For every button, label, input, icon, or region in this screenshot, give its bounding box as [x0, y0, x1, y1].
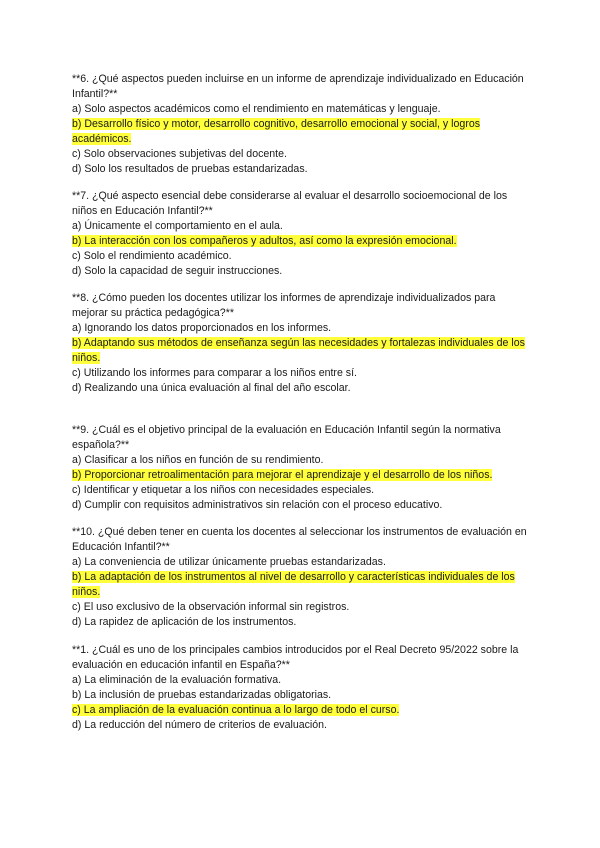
answer-option: d) La rapidez de aplicación de los instrumentos.: [72, 616, 297, 628]
answer-option: a) Ignorando los datos proporcionados en los informes.: [72, 322, 332, 334]
answer-option-correct: b) Proporcionar retroalimentación para mejorar el aprendizaje y el desarrollo de los niños.: [72, 469, 493, 481]
answer-option: a) Únicamente el comportamiento en el aula.: [72, 220, 283, 232]
answer-option-correct: c) La ampliación de la evaluación continua a lo largo de todo el curso.: [72, 704, 400, 716]
answer-option: d) La reducción del número de criterios de evaluación.: [72, 719, 327, 731]
answer-option: a) La eliminación de la evaluación formativa.: [72, 674, 282, 686]
answer-option: d) Solo la capacidad de seguir instrucciones.: [72, 265, 283, 277]
question-prompt: **8. ¿Cómo pueden los docentes utilizar los informes de aprendizaje individualizados para mejorar su práctica pedagógica?**: [72, 292, 496, 319]
question-prompt: **6. ¿Qué aspectos pueden incluirse en un informe de aprendizaje individualizado en Educación Infantil?**: [72, 73, 524, 100]
answer-option: d) Realizando una única evaluación al final del año escolar.: [72, 382, 351, 394]
answer-option: c) El uso exclusivo de la observación informal sin registros.: [72, 601, 350, 613]
answer-option: a) Clasificar a los niños en función de su rendimiento.: [72, 454, 324, 466]
answer-option: b) La inclusión de pruebas estandarizadas obligatorias.: [72, 689, 332, 701]
question-10: [72, 525, 532, 630]
question-prompt: **9. ¿Cuál es el objetivo principal de la evaluación en Educación Infantil según la normativa española?**: [72, 424, 501, 451]
answer-option-correct: b) La interacción con los compañeros y adultos, así como la expresión emocional.: [72, 235, 457, 247]
question-prompt: **7. ¿Qué aspecto esencial debe considerarse al evaluar el desarrollo socioemocional de los niños en Educación Infantil?**: [72, 190, 508, 217]
answer-option-correct: b) La adaptación de los instrumentos al nivel de desarrollo y características individuales de los niños.: [72, 571, 515, 598]
question-1: [72, 643, 532, 733]
answer-option: c) Identificar y etiquetar a los niños con necesidades especiales.: [72, 484, 375, 496]
question-7: [72, 189, 532, 279]
answer-option: c) Solo observaciones subjetivas del docente.: [72, 148, 287, 160]
answer-option: c) Solo el rendimiento académico.: [72, 250, 232, 262]
answer-option-correct: b) Adaptando sus métodos de enseñanza según las necesidades y fortalezas individuales de los niños.: [72, 337, 525, 364]
answer-option-correct: b) Desarrollo físico y motor, desarrollo cognitivo, desarrollo emocional y social, y logros académicos.: [72, 118, 481, 145]
question-6: [72, 72, 532, 177]
question-prompt: **1. ¿Cuál es uno de los principales cambios introducidos por el Real Decreto 95/2022 sobre la evaluación en educación infantil en España?**: [72, 644, 519, 671]
answer-option: a) Solo aspectos académicos como el rendimiento en matemáticas y lenguaje.: [72, 103, 441, 115]
answer-option: d) Solo los resultados de pruebas estandarizadas.: [72, 163, 308, 175]
answer-option: a) La conveniencia de utilizar únicamente pruebas estandarizadas.: [72, 556, 386, 568]
answer-option: d) Cumplir con requisitos administrativos sin relación con el proceso educativo.: [72, 499, 443, 511]
question-8: [72, 291, 532, 396]
answer-option: c) Utilizando los informes para comparar a los niños entre sí.: [72, 367, 357, 379]
question-9: [72, 423, 532, 513]
question-prompt: **10. ¿Qué deben tener en cuenta los docentes al seleccionar los instrumentos de evaluación en Educación Infantil?**: [72, 526, 527, 553]
